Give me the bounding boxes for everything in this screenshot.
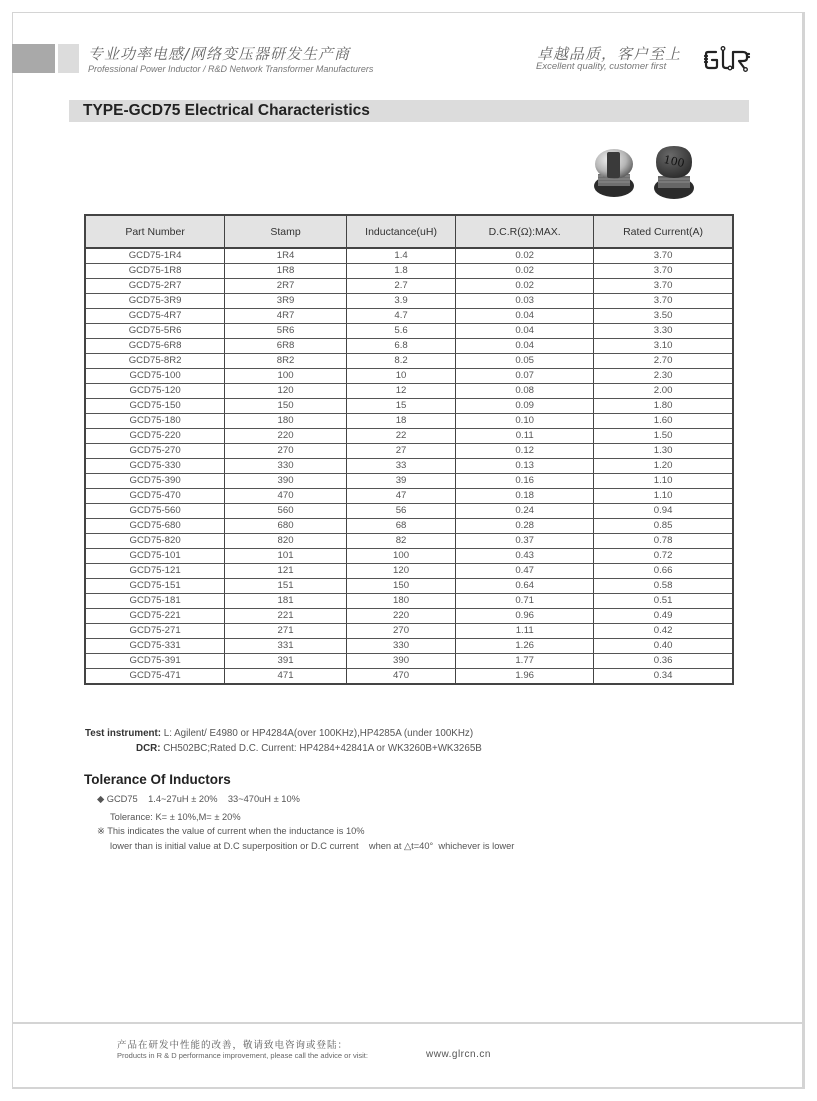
cell-inductance: 22 [346,429,455,444]
rated-current-note-cont: lower than is initial value at D.C superposition or D.C current when at △t=40° whichever is lower [110,841,515,851]
header-decor-block-light [58,44,79,73]
cell-inductance: 3.9 [346,294,455,309]
column-header-dcr-max: D.C.R(Ω):MAX. [456,215,594,248]
cell-part-number: GCD75-6R8 [85,339,225,354]
cell-stamp: 2R7 [225,279,347,294]
cell-rated-current: 0.94 [594,504,733,519]
table-row [85,429,733,444]
cell-inductance: 180 [346,594,455,609]
test-instrument-text: L: Agilent/ E4980 or HP4284A(over 100KHz),HP4285A (under 100KHz) [161,728,474,739]
cell-stamp: 180 [225,414,347,429]
table-row [85,519,733,534]
table-row [85,549,733,564]
electrical-characteristics-table [84,214,734,685]
table-row [85,294,733,309]
cell-rated-current: 1.10 [594,489,733,504]
cell-dcr-max: 0.04 [456,339,594,354]
cell-stamp: 390 [225,474,347,489]
dcr-label: DCR: [136,743,161,754]
tolerance-heading: Tolerance Of Inductors [84,772,231,787]
cell-stamp: 391 [225,654,347,669]
cell-stamp: 470 [225,489,347,504]
cell-stamp: 100 [225,369,347,384]
cell-rated-current: 0.36 [594,654,733,669]
cell-rated-current: 0.85 [594,519,733,534]
cell-inductance: 4.7 [346,309,455,324]
cell-dcr-max: 0.71 [456,594,594,609]
cell-part-number: GCD75-470 [85,489,225,504]
cell-stamp: 120 [225,384,347,399]
table-row [85,339,733,354]
cell-dcr-max: 1.77 [456,654,594,669]
cell-rated-current: 3.70 [594,248,733,264]
cell-inductance: 330 [346,639,455,654]
cell-part-number: GCD75-181 [85,594,225,609]
cell-stamp: 181 [225,594,347,609]
cell-dcr-max: 0.03 [456,294,594,309]
cell-dcr-max: 0.07 [456,369,594,384]
cell-inductance: 10 [346,369,455,384]
cell-stamp: 271 [225,624,347,639]
cell-part-number: GCD75-820 [85,534,225,549]
cell-rated-current: 1.60 [594,414,733,429]
cell-stamp: 150 [225,399,347,414]
table-row [85,414,733,429]
cell-inductance: 150 [346,579,455,594]
cell-stamp: 820 [225,534,347,549]
cell-dcr-max: 1.11 [456,624,594,639]
cell-rated-current: 0.40 [594,639,733,654]
cell-dcr-max: 0.64 [456,579,594,594]
table-row [85,309,733,324]
tolerance-codes: Tolerance: K= ± 10%,M= ± 20% [110,812,241,822]
cell-inductance: 390 [346,654,455,669]
table-row [85,669,733,685]
table-row [85,579,733,594]
cell-dcr-max: 0.11 [456,429,594,444]
cell-part-number: GCD75-270 [85,444,225,459]
table-row [85,264,733,279]
cell-inductance: 12 [346,384,455,399]
dcr-instrument-line [136,743,482,754]
cell-rated-current: 0.49 [594,609,733,624]
cell-stamp: 121 [225,564,347,579]
table-row [85,444,733,459]
cell-part-number: GCD75-1R8 [85,264,225,279]
cell-dcr-max: 0.18 [456,489,594,504]
table-row [85,324,733,339]
cell-part-number: GCD75-8R2 [85,354,225,369]
cell-inductance: 33 [346,459,455,474]
cell-part-number: GCD75-150 [85,399,225,414]
cell-part-number: GCD75-1R4 [85,248,225,264]
inductor-marking: 100 [662,152,686,171]
cell-dcr-max: 0.02 [456,264,594,279]
table-row [85,504,733,519]
company-name-cn: 专业功率电感/网络变压器研发生产商 [88,45,351,63]
company-name-en: Professional Power Inductor / R&D Network Transformer Manufacturers [88,64,374,74]
cell-inductance: 120 [346,564,455,579]
cell-dcr-max: 0.47 [456,564,594,579]
cell-dcr-max: 0.16 [456,474,594,489]
cell-rated-current: 1.10 [594,474,733,489]
cell-dcr-max: 0.10 [456,414,594,429]
cell-stamp: 8R2 [225,354,347,369]
cell-dcr-max: 1.26 [456,639,594,654]
table-header-row [85,215,733,248]
cell-part-number: GCD75-680 [85,519,225,534]
cell-part-number: GCD75-330 [85,459,225,474]
cell-inductance: 39 [346,474,455,489]
cell-rated-current: 0.42 [594,624,733,639]
page-title: TYPE-GCD75 Electrical Characteristics [83,102,370,119]
cell-dcr-max: 0.43 [456,549,594,564]
table-row [85,654,733,669]
cell-stamp: 101 [225,549,347,564]
cell-stamp: 4R7 [225,309,347,324]
cell-inductance: 47 [346,489,455,504]
cell-stamp: 471 [225,669,347,685]
cell-inductance: 1.8 [346,264,455,279]
cell-rated-current: 2.00 [594,384,733,399]
table-row [85,369,733,384]
table-row [85,624,733,639]
cell-part-number: GCD75-331 [85,639,225,654]
cell-stamp: 331 [225,639,347,654]
cell-inductance: 27 [346,444,455,459]
footer-text-en: Products in R & D performance improvement, please call the advice or visit: [117,1051,368,1060]
cell-stamp: 6R8 [225,339,347,354]
footer-divider [12,1022,805,1024]
test-instrument-line [85,728,473,739]
test-instrument-label: Test instrument: [85,728,162,739]
tolerance-gcd75-bullet: ◆ GCD75 1.4~27uH ± 20% 33~470uH ± 10% [97,794,300,804]
cell-dcr-max: 0.24 [456,504,594,519]
table-row [85,594,733,609]
cell-rated-current: 3.10 [594,339,733,354]
cell-stamp: 1R4 [225,248,347,264]
table-row [85,564,733,579]
cell-rated-current: 0.34 [594,669,733,685]
table-row [85,609,733,624]
cell-rated-current: 3.70 [594,264,733,279]
cell-part-number: GCD75-3R9 [85,294,225,309]
smd-power-inductor-icon [590,140,702,202]
cell-inductance: 68 [346,519,455,534]
table-row [85,639,733,654]
cell-part-number: GCD75-100 [85,369,225,384]
table-row [85,474,733,489]
cell-stamp: 5R6 [225,324,347,339]
cell-dcr-max: 0.02 [456,279,594,294]
cell-inductance: 56 [346,504,455,519]
cell-stamp: 680 [225,519,347,534]
table-row [85,384,733,399]
cell-dcr-max: 0.09 [456,399,594,414]
cell-inductance: 15 [346,399,455,414]
cell-part-number: GCD75-391 [85,654,225,669]
cell-stamp: 220 [225,429,347,444]
cell-dcr-max: 0.05 [456,354,594,369]
cell-rated-current: 1.50 [594,429,733,444]
cell-rated-current: 0.58 [594,579,733,594]
column-header-stamp: Stamp [225,215,347,248]
cell-dcr-max: 1.96 [456,669,594,685]
table-row [85,248,733,264]
glr-logo-icon [703,45,751,73]
cell-inductance: 6.8 [346,339,455,354]
cell-inductance: 470 [346,669,455,685]
cell-inductance: 8.2 [346,354,455,369]
cell-part-number: GCD75-220 [85,429,225,444]
table-row [85,534,733,549]
cell-part-number: GCD75-560 [85,504,225,519]
cell-rated-current: 3.30 [594,324,733,339]
cell-rated-current: 1.80 [594,399,733,414]
cell-inductance: 82 [346,534,455,549]
footer-text-cn: 产品在研发中性能的改善，敬请致电咨询或登陆： [117,1040,349,1051]
table-row [85,279,733,294]
cell-rated-current: 1.20 [594,459,733,474]
cell-stamp: 270 [225,444,347,459]
cell-inductance: 100 [346,549,455,564]
cell-stamp: 330 [225,459,347,474]
cell-dcr-max: 0.02 [456,248,594,264]
slogan-cn: 卓越品质，客户至上 [537,45,682,63]
cell-stamp: 221 [225,609,347,624]
rated-current-note: ※ This indicates the value of current when the inductance is 10% [97,826,365,836]
table-row [85,399,733,414]
cell-inductance: 18 [346,414,455,429]
cell-stamp: 1R8 [225,264,347,279]
cell-part-number: GCD75-390 [85,474,225,489]
cell-rated-current: 0.78 [594,534,733,549]
cell-rated-current: 2.30 [594,369,733,384]
cell-inductance: 220 [346,609,455,624]
cell-dcr-max: 0.04 [456,324,594,339]
cell-rated-current: 3.50 [594,309,733,324]
cell-inductance: 5.6 [346,324,455,339]
cell-part-number: GCD75-101 [85,549,225,564]
table-row [85,354,733,369]
cell-dcr-max: 0.96 [456,609,594,624]
cell-dcr-max: 0.08 [456,384,594,399]
cell-dcr-max: 0.13 [456,459,594,474]
cell-dcr-max: 0.28 [456,519,594,534]
cell-part-number: GCD75-2R7 [85,279,225,294]
cell-rated-current: 0.51 [594,594,733,609]
cell-rated-current: 0.66 [594,564,733,579]
cell-rated-current: 0.72 [594,549,733,564]
column-header-part-number: Part Number [85,215,225,248]
cell-dcr-max: 0.04 [456,309,594,324]
cell-dcr-max: 0.37 [456,534,594,549]
cell-part-number: GCD75-120 [85,384,225,399]
cell-part-number: GCD75-4R7 [85,309,225,324]
cell-stamp: 560 [225,504,347,519]
cell-rated-current: 1.30 [594,444,733,459]
cell-part-number: GCD75-271 [85,624,225,639]
cell-rated-current: 2.70 [594,354,733,369]
column-header-inductance: Inductance(uH) [346,215,455,248]
header-decor-block-dark [12,44,55,73]
cell-rated-current: 3.70 [594,294,733,309]
cell-part-number: GCD75-151 [85,579,225,594]
cell-part-number: GCD75-121 [85,564,225,579]
cell-inductance: 1.4 [346,248,455,264]
cell-part-number: GCD75-471 [85,669,225,685]
cell-dcr-max: 0.12 [456,444,594,459]
cell-part-number: GCD75-5R6 [85,324,225,339]
table-row [85,459,733,474]
cell-part-number: GCD75-180 [85,414,225,429]
table-body [85,248,733,684]
table-row [85,489,733,504]
cell-stamp: 151 [225,579,347,594]
footer-website-link[interactable]: www.glrcn.cn [426,1049,491,1060]
slogan-en: Excellent quality, customer first [536,61,667,72]
column-header-rated-current: Rated Current(A) [594,215,733,248]
dcr-text: CH502BC;Rated D.C. Current: HP4284+42841A or WK3260B+WK3265B [160,743,482,754]
cell-stamp: 3R9 [225,294,347,309]
cell-part-number: GCD75-221 [85,609,225,624]
cell-inductance: 270 [346,624,455,639]
cell-rated-current: 3.70 [594,279,733,294]
cell-inductance: 2.7 [346,279,455,294]
